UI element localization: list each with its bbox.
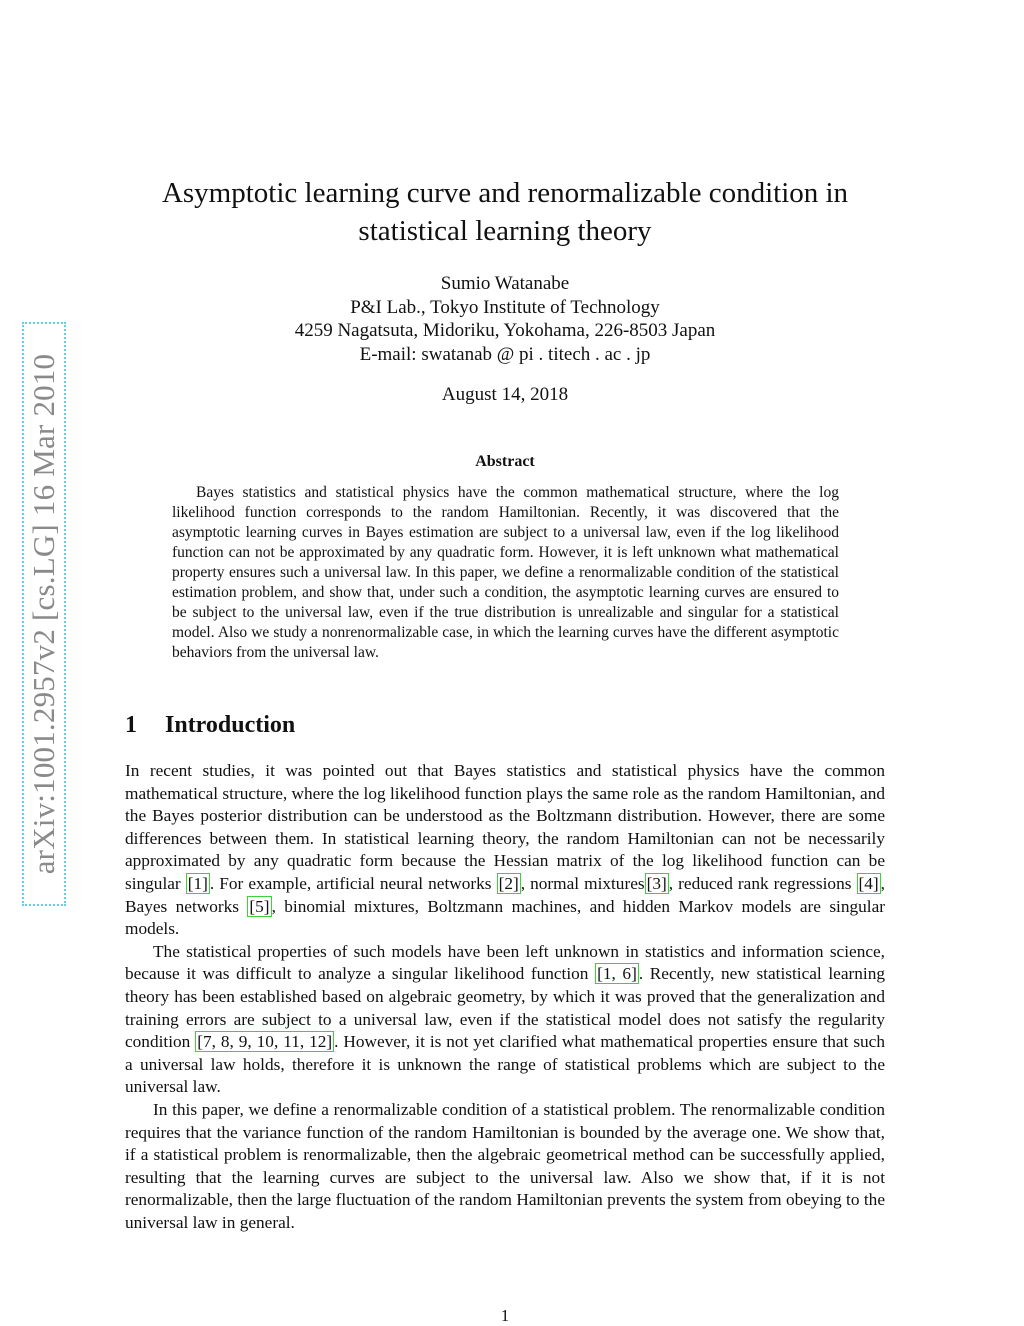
text-run: , reduced rank regressions <box>668 873 857 893</box>
paragraph-1 <box>125 760 885 941</box>
section-title: Introduction <box>165 712 296 738</box>
text-run: . Recently, new statistical learning theory has been established based on algebraic geometry, by which it was proved that the generalization and training errors are subject to a universal law, even if the statistical model does not satisfy the regularity condition <box>125 964 885 1052</box>
citation-link[interactable]: [4] <box>858 873 879 893</box>
author-affiliation: P&I Lab., Tokyo Institute of Technology <box>350 296 660 318</box>
paper-title <box>120 174 890 250</box>
text-run: , binomial mixtures, Boltzmann machines, and hidden Markov models are singular models. <box>125 896 885 939</box>
text-run: , normal mixtures <box>520 873 645 893</box>
arxiv-identifier: arXiv:1001.2957v2 [cs.LG] 16 Mar 2010 <box>26 353 61 875</box>
citation-link[interactable]: [7, 8, 9, 10, 11, 12] <box>197 1032 333 1052</box>
citation-link[interactable]: [3] <box>646 873 667 893</box>
abstract-text: Bayes statistics and statistical physics have the common mathematical structure, where the log likelihood function corresponds to the random Hamiltonian. Recently, it was discovered that the asymptotic learning curves in Bayes estimation are subject to a universal law, even if the log likelihood function can not be approximated by any quadratic form. However, it is left unknown what mathematical property ensures such a universal law. In this paper, we define a renormalizable condition of the statistical estimation problem, and show that, under such a condition, the asymptotic learning curves are ensured to be subject to the universal law, even if the true distribution is unrealizable and singular for a statistical model. Also we study a nonrenormalizable case, in which the learning curves have the different asymptotic behaviors from the universal law. <box>172 484 839 661</box>
text-run: . For example, artificial neural networks <box>209 873 497 893</box>
author-block <box>120 272 890 366</box>
citation-link[interactable]: [2] <box>498 873 519 893</box>
introduction-body <box>125 760 885 1234</box>
author-email: E-mail: swatanab @ pi . titech . ac . jp <box>359 343 651 365</box>
author-name: Sumio Watanabe <box>440 273 570 294</box>
text-run: , Bayes networks <box>125 873 885 916</box>
abstract-heading: Abstract <box>475 453 535 470</box>
page-number: 1 <box>500 1306 510 1325</box>
citation-link[interactable]: [1, 6] <box>597 964 637 984</box>
text-run: The statistical properties of such models have been left unknown in statistics and information science, because it was difficult to analyze a singular likelihood function <box>125 941 885 984</box>
title-line-1: Asymptotic learning curve and renormalizable condition in <box>161 177 849 209</box>
text-run: In recent studies, it was pointed out that Bayes statistics and statistical physics have the common mathematical structure, where the log likelihood function plays the same role as the random Hamiltonian, and the Bayes posterior distribution can be understood as the Boltzmann distribution. However, there are some differences between them. In statistical learning theory, the random Hamiltonian can not be necessarily approximated by any quadratic form because the Hessian matrix of the log likelihood function can be singular <box>125 761 885 893</box>
author-address: 4259 Nagatsuta, Midoriku, Yokohama, 226-8503 Japan <box>294 320 716 341</box>
title-line-2: statistical learning theory <box>358 215 652 247</box>
citation-link[interactable]: [5] <box>249 896 270 916</box>
section-number: 1 <box>125 712 137 738</box>
citation-link[interactable]: [1] <box>187 873 208 893</box>
paragraph-3: In this paper, we define a renormalizable condition of a statistical problem. The renormalizable condition requires that the variance function of the random Hamiltonian is bounded by the average one. We show that, if a statistical problem is renormalizable, then the algebraic geometrical method can be successfully applied, resulting that the learning curves are subject to the universal law. Also we show that, if it is not renormalizable, then the large fluctuation of the random Hamiltonian prevents the system from obeying to the universal law in general. <box>125 1099 885 1232</box>
section-heading <box>125 712 295 739</box>
paragraph-2 <box>125 941 885 1099</box>
paper-date: August 14, 2018 <box>441 384 569 405</box>
arxiv-stamp[interactable] <box>22 322 66 906</box>
text-run: . However, it is not yet clarified what mathematical properties ensure that such a universal law holds, therefore it is unknown the range of statistical problems which are subject to the universal law. <box>125 1032 885 1097</box>
